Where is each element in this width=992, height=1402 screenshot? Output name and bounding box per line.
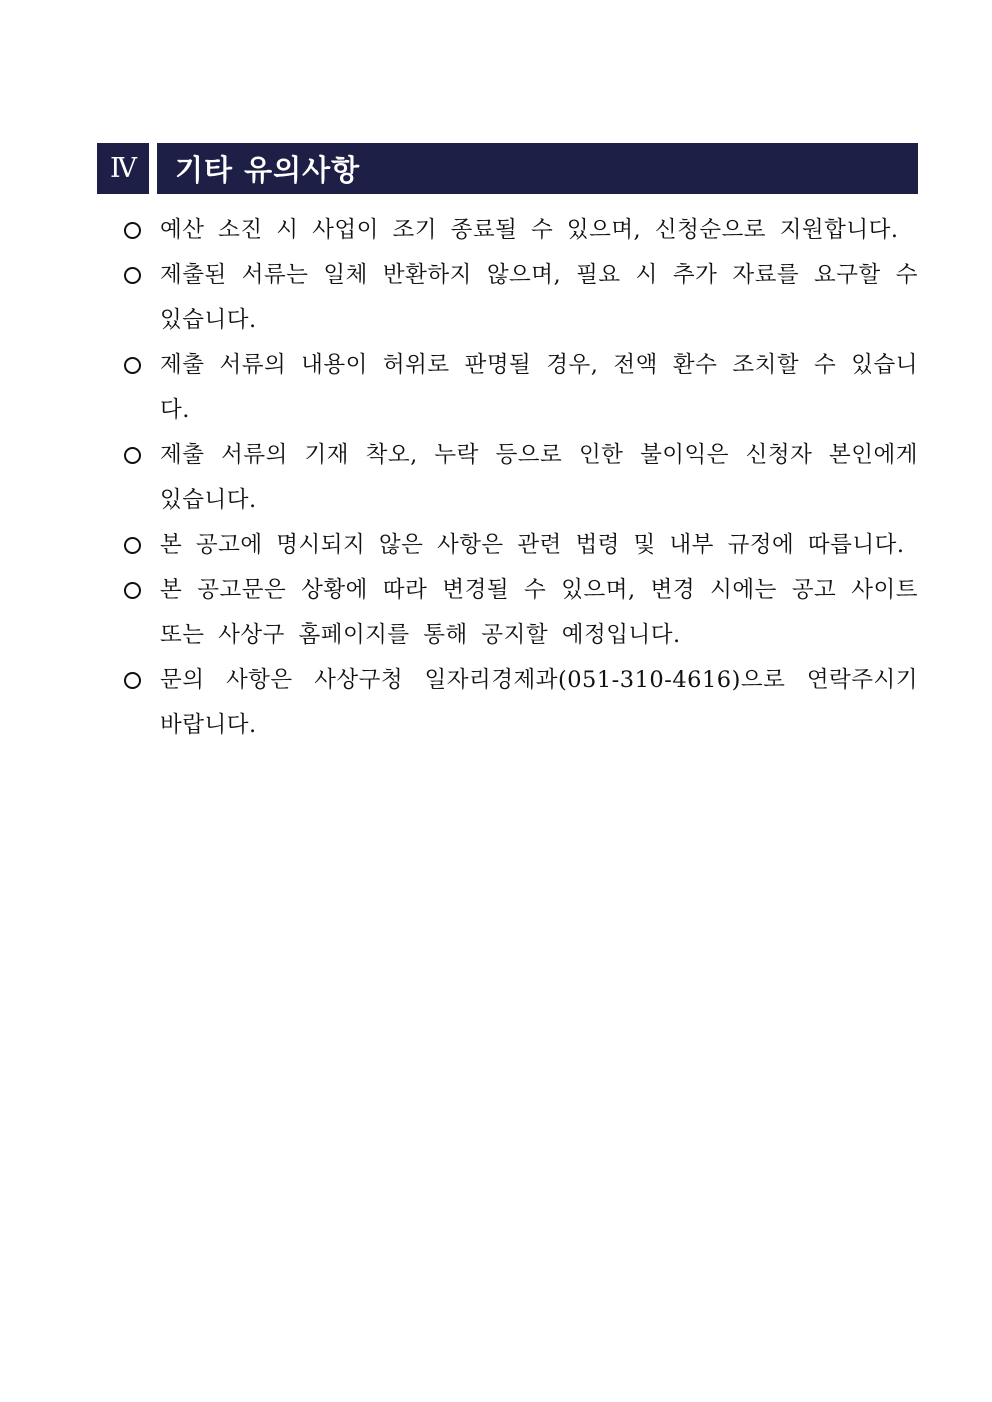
header-divider bbox=[149, 143, 157, 194]
circle-bullet-icon bbox=[116, 658, 160, 703]
section-title: 기타 유의사항 bbox=[157, 143, 918, 194]
list-item-text: 본 공고문은 상황에 따라 변경될 수 있으며, 변경 시에는 공고 사이트 또는 사상구 홈페이지를 통해 공지할 예정입니다. bbox=[160, 577, 918, 648]
list-item bbox=[116, 208, 918, 253]
notice-list bbox=[116, 208, 918, 748]
list-item bbox=[116, 253, 918, 343]
circle-bullet-icon bbox=[116, 568, 160, 613]
list-item-text: 제출된 서류는 일체 반환하지 않으며, 필요 시 추가 자료를 요구할 수 있습니다. bbox=[160, 262, 918, 333]
list-item bbox=[116, 568, 918, 658]
list-item-text: 제출 서류의 기재 착오, 누락 등으로 인한 불이익은 신청자 본인에게 있습니다. bbox=[160, 442, 918, 513]
circle-bullet-icon bbox=[116, 433, 160, 478]
circle-bullet-icon bbox=[116, 208, 160, 253]
circle-bullet-icon bbox=[116, 343, 160, 388]
list-item bbox=[116, 658, 918, 748]
list-item bbox=[116, 523, 918, 568]
section-numeral: Ⅳ bbox=[97, 143, 149, 194]
list-item-text: 제출 서류의 내용이 허위로 판명될 경우, 전액 환수 조치할 수 있습니다. bbox=[160, 352, 918, 423]
circle-bullet-icon bbox=[116, 253, 160, 298]
list-item-text: 문의 사항은 사상구청 일자리경제과(051-310-4616)으로 연락주시기 바랍니다. bbox=[160, 667, 918, 738]
list-item bbox=[116, 343, 918, 433]
list-item-text: 예산 소진 시 사업이 조기 종료될 수 있으며, 신청순으로 지원합니다. bbox=[160, 217, 899, 243]
list-item-text: 본 공고에 명시되지 않은 사항은 관련 법령 및 내부 규정에 따릅니다. bbox=[160, 532, 905, 558]
circle-bullet-icon bbox=[116, 523, 160, 568]
section-header bbox=[97, 143, 918, 194]
list-item bbox=[116, 433, 918, 523]
